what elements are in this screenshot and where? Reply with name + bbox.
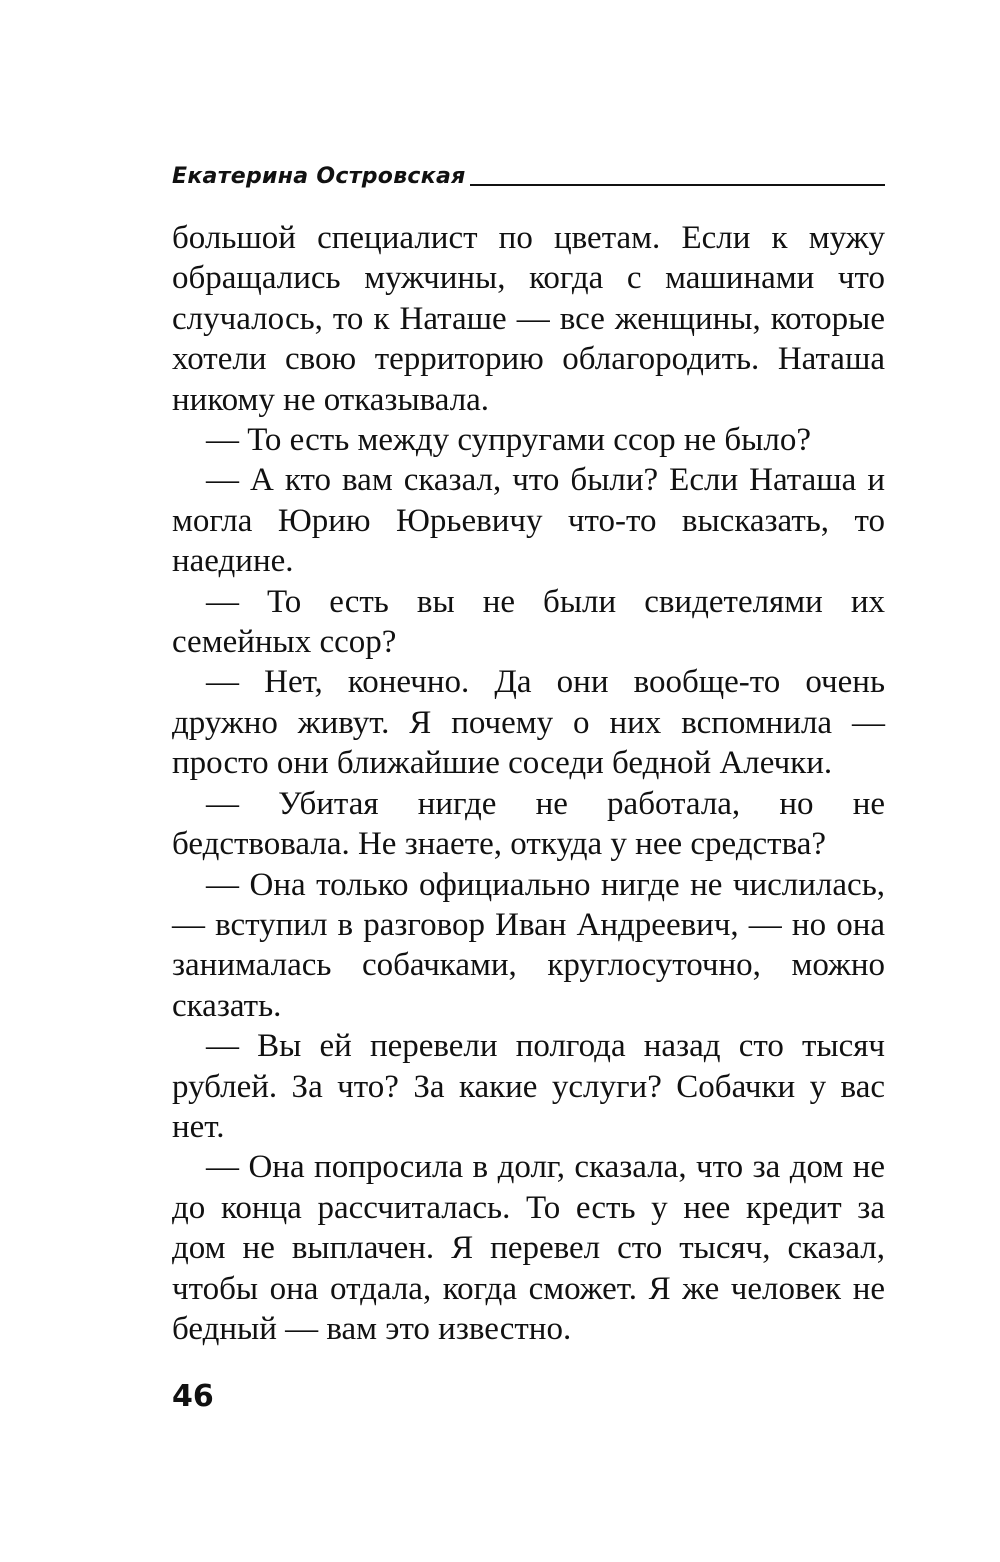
paragraph: — То есть вы не были свидетелями их семейных ссор?: [172, 583, 885, 661]
page-number: 46: [172, 1379, 214, 1414]
paragraph: — Она только официально нигде не числилась, — вступил в разговор Иван Андреевич, — но она занималась собачками, круглосуточно, можно сказать.: [172, 866, 885, 1024]
paragraph: — Вы ей перевели полгода назад сто тысяч рублей. За что? За какие услуги? Собачки у вас нет.: [172, 1028, 885, 1145]
paragraph: — То есть между супругами ссор не было?: [206, 422, 811, 459]
author-name: Екатерина Островская: [172, 164, 466, 189]
paragraph: — Убитая нигде не работала, но не бедствовала. Не знаете, откуда у нее средства?: [172, 785, 885, 863]
paragraph: большой специалист по цветам. Если к мужу обращались мужчины, когда с машинами что случалось, то к Наташе — все женщины, которые хотели свою территорию облагородить. Наташа никому не отказывала.: [172, 220, 885, 418]
paragraph: — Нет, конечно. Да они вообще-то очень дружно живут. Я почему о них вспомнила — просто они ближайшие соседи бедной Алечки.: [172, 664, 885, 782]
running-head: [172, 158, 885, 188]
paragraph: — Она попросила в долг, сказала, что за дом не до конца рассчиталась. То есть у нее кредит за дом не выплачен. Я перевел сто тысяч, сказал, чтобы она отдала, когда сможет. Я же человек не бедный — вам это известно.: [172, 1149, 885, 1347]
paragraph: — А кто вам сказал, что были? Если Наташа и могла Юрию Юрьевичу что-то высказать, то наедине.: [172, 462, 885, 580]
header-rule: [470, 184, 885, 186]
body-text: [172, 218, 885, 1349]
